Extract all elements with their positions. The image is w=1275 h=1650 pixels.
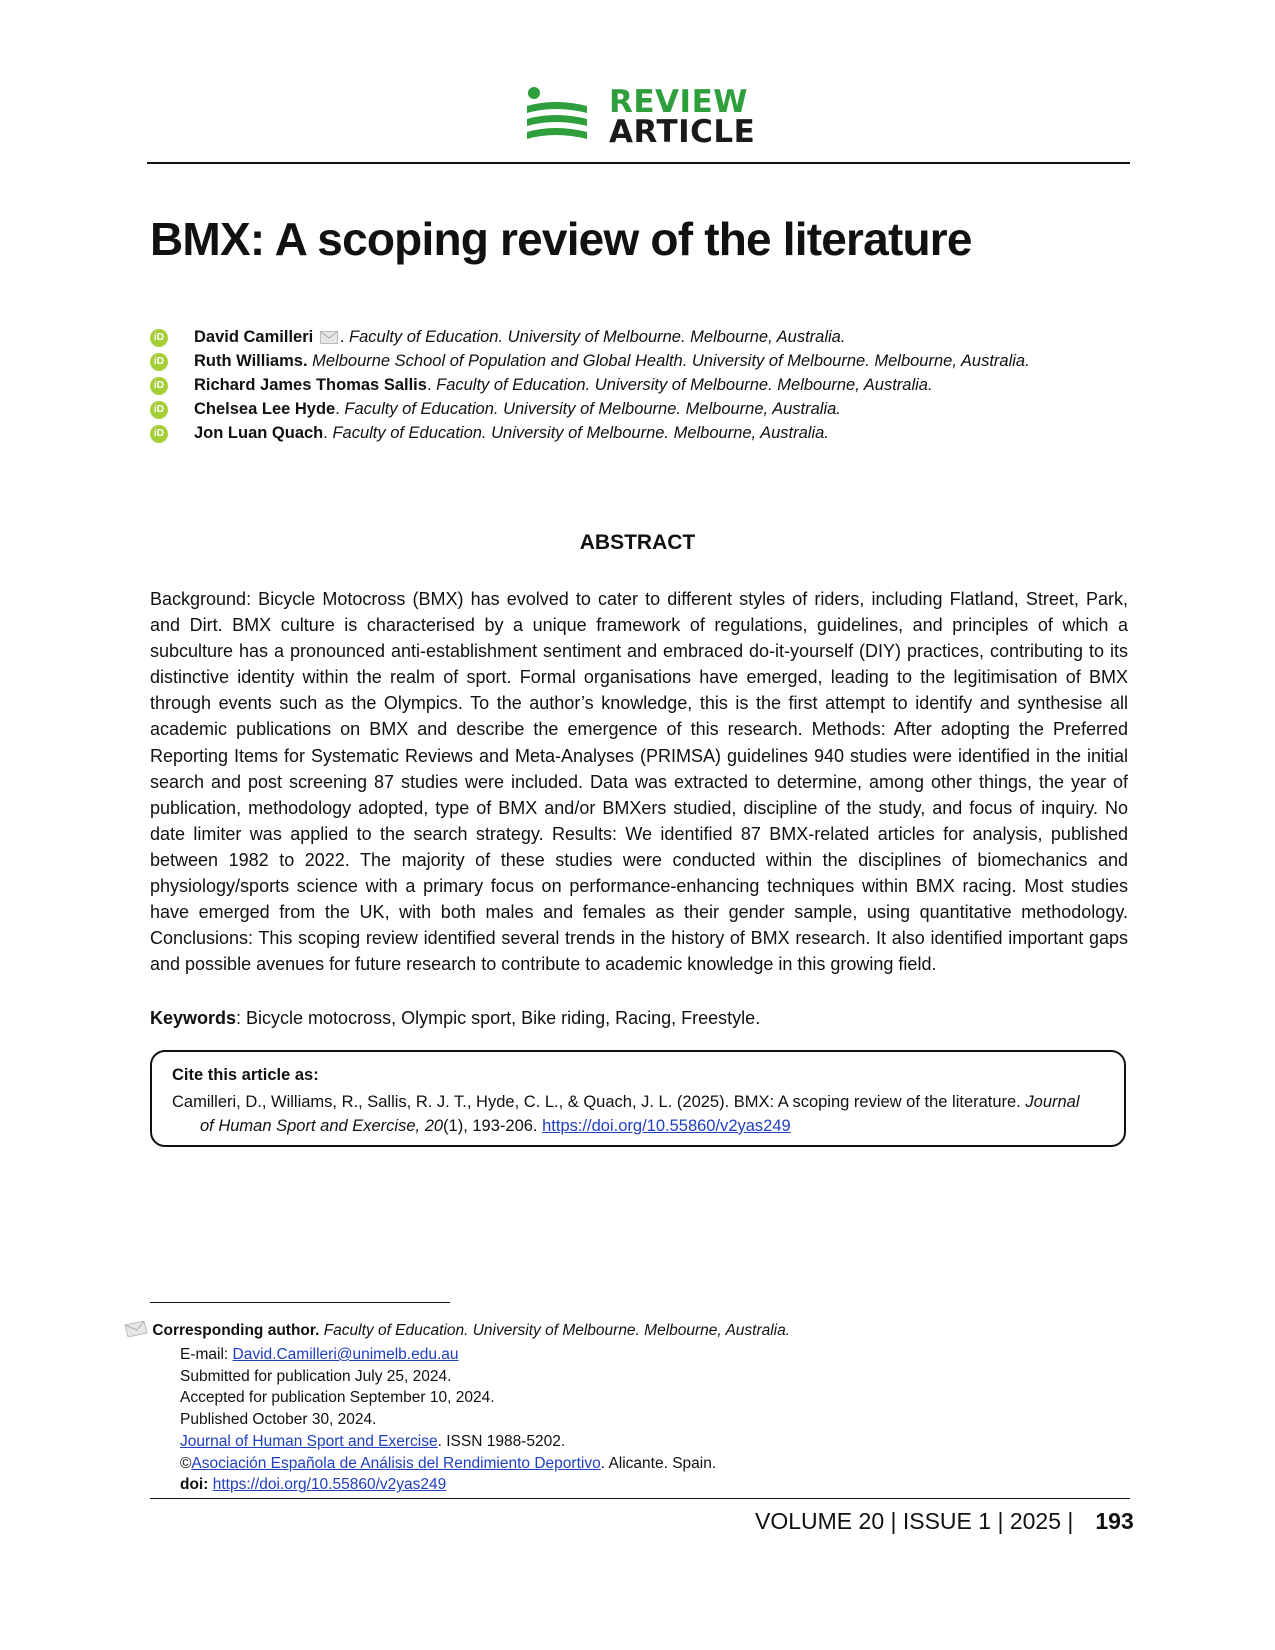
corresponding-label: Corresponding author. bbox=[152, 1322, 320, 1339]
orcid-icon[interactable]: iD bbox=[150, 353, 168, 371]
author-name: Richard James Thomas Sallis bbox=[194, 376, 427, 394]
author-affiliation: Melbourne School of Population and Global Health. University of Melbourne. Melbourne, Australia. bbox=[312, 352, 1030, 370]
envelope-icon bbox=[124, 1321, 148, 1337]
header-divider bbox=[147, 162, 1130, 164]
footer-divider bbox=[150, 1498, 1130, 1499]
citation-journal-cont: of Human Sport and Exercise, 20 bbox=[200, 1117, 444, 1135]
page-number: 193 bbox=[1095, 1508, 1134, 1534]
journal-link[interactable]: Journal of Human Sport and Exercise bbox=[180, 1432, 438, 1450]
citation-pages: (1), 193-206. bbox=[443, 1117, 543, 1135]
copyright-symbol: © bbox=[180, 1454, 192, 1472]
keywords-label: Keywords bbox=[150, 1008, 237, 1028]
submitted-date: Submitted for publication July 25, 2024. bbox=[180, 1367, 452, 1385]
email-link[interactable]: David.Camilleri@unimelb.edu.au bbox=[232, 1346, 459, 1363]
author-separator: . bbox=[323, 424, 333, 442]
author-name: Jon Luan Quach bbox=[194, 424, 324, 442]
association-link[interactable]: Asociación Española de Análisis del Rendimiento Deportivo bbox=[191, 1454, 601, 1472]
abstract-body: Background: Bicycle Motocross (BMX) has evolved to cater to different styles of riders, including Flatland, Street, Park, and Dirt. BMX culture is characterised by a unique framework of regulations, guidelines, and principles of which a subculture has a pronounced anti-establishment sentiment and embraced do-it-yourself (DIY) practices, contributing to its distinctive identity within the realm of sport. Formal organisations have emerged, leading to the legitimisation of BMX through events such as the Olympics. To the author’s knowledge, this is the first attempt to identify and synthesise all academic publications on BMX and describe the emergence of this research. Methods: After adopting the Preferred Reporting Items for Systematic Reviews and Meta-Analyses (PRIMSA) guidelines 940 studies were identified in the initial search and post screening 87 studies were included. Data was extracted to determine, among other things, the year of publication, methodology adopted, type of BMX and/or BMXers studied, discipline of the study, and focus of inquiry. No date limiter was applied to the search strategy. Results: We identified 87 BMX-related articles for analysis, published between 1982 to 2022. The majority of these studies were conducted within the disciplines of biomechanics and physiology/sports science with a primary focus on performance-enhancing techniques within BMX racing. Most studies have emerged from the UK, with both males and females as their gender sample, using quantitative methodology. Conclusions: This scoping review identified several trends in the history of BMX research. It also identified important gaps and possible avenues for future research to contribute to academic knowledge in this growing field. bbox=[150, 589, 1128, 975]
orcid-icon[interactable]: iD bbox=[150, 329, 168, 347]
orcid-icon[interactable]: iD bbox=[150, 401, 168, 419]
doi-label: doi: bbox=[180, 1476, 213, 1494]
citation-text bbox=[172, 1090, 1102, 1138]
author-row bbox=[150, 421, 1150, 445]
issue-info: VOLUME 20 | ISSUE 1 | 2025 | bbox=[755, 1508, 1074, 1534]
citation-journal: Journal bbox=[1025, 1093, 1080, 1111]
citation-doi-link[interactable]: https://doi.org/10.55860/v2yas249 bbox=[542, 1117, 791, 1135]
author-separator: . bbox=[339, 328, 349, 346]
author-row bbox=[150, 325, 1150, 349]
author-separator: . bbox=[426, 376, 437, 394]
doi-link[interactable]: https://doi.org/10.55860/v2yas249 bbox=[212, 1476, 447, 1494]
citation-box bbox=[150, 1050, 1126, 1147]
author-row bbox=[150, 397, 1150, 421]
logo-line-review: REVIEW bbox=[609, 84, 748, 120]
envelope-icon[interactable] bbox=[320, 331, 338, 344]
author-name: David Camilleri bbox=[194, 328, 314, 346]
published-date: Published October 30, 2024. bbox=[180, 1411, 377, 1429]
article-title: BMX: A scoping review of the literature bbox=[150, 213, 972, 265]
orcid-icon[interactable]: iD bbox=[150, 377, 168, 395]
footnote-divider bbox=[150, 1302, 450, 1303]
email-label: E-mail: bbox=[180, 1346, 233, 1363]
author-affiliation: Faculty of Education. University of Melbourne. Melbourne, Australia. bbox=[436, 376, 933, 394]
keywords bbox=[150, 1008, 760, 1029]
abstract-heading: ABSTRACT bbox=[579, 531, 696, 554]
corresponding-affiliation: Faculty of Education. University of Melbourne. Melbourne, Australia. bbox=[323, 1322, 791, 1339]
author-name: Chelsea Lee Hyde bbox=[194, 400, 336, 418]
author-row bbox=[150, 349, 1150, 373]
accepted-date: Accepted for publication September 10, 2024. bbox=[180, 1389, 495, 1407]
citation-authors: Camilleri, D., Williams, R., Sallis, R. J. T., Hyde, C. L., & Quach, J. L. (2025). BMX: A scoping review of the literature. bbox=[172, 1093, 1026, 1111]
logo-line-article: ARTICLE bbox=[609, 114, 756, 150]
publication-notes bbox=[180, 1344, 716, 1496]
author-list bbox=[150, 325, 1150, 445]
stripes-logo-icon bbox=[525, 86, 595, 150]
author-affiliation: Faculty of Education. University of Melbourne. Melbourne, Australia. bbox=[344, 400, 841, 418]
association-location: . Alicante. Spain. bbox=[600, 1454, 717, 1472]
author-affiliation: Faculty of Education. University of Melbourne. Melbourne, Australia. bbox=[348, 328, 846, 346]
page-footer bbox=[755, 1508, 1134, 1535]
author-name: Ruth Williams. bbox=[194, 352, 308, 370]
citation-label: Cite this article as: bbox=[172, 1066, 319, 1084]
review-article-logo bbox=[525, 86, 765, 150]
orcid-icon[interactable]: iD bbox=[150, 425, 168, 443]
author-affiliation: Faculty of Education. University of Melbourne. Melbourne, Australia. bbox=[332, 424, 829, 442]
author-separator: . bbox=[335, 400, 345, 418]
corresponding-author-note bbox=[124, 1320, 790, 1342]
author-row bbox=[150, 373, 1150, 397]
keywords-list: : Bicycle motocross, Olympic sport, Bike riding, Racing, Freestyle. bbox=[236, 1008, 761, 1028]
issn: . ISSN 1988-5202. bbox=[437, 1432, 566, 1450]
